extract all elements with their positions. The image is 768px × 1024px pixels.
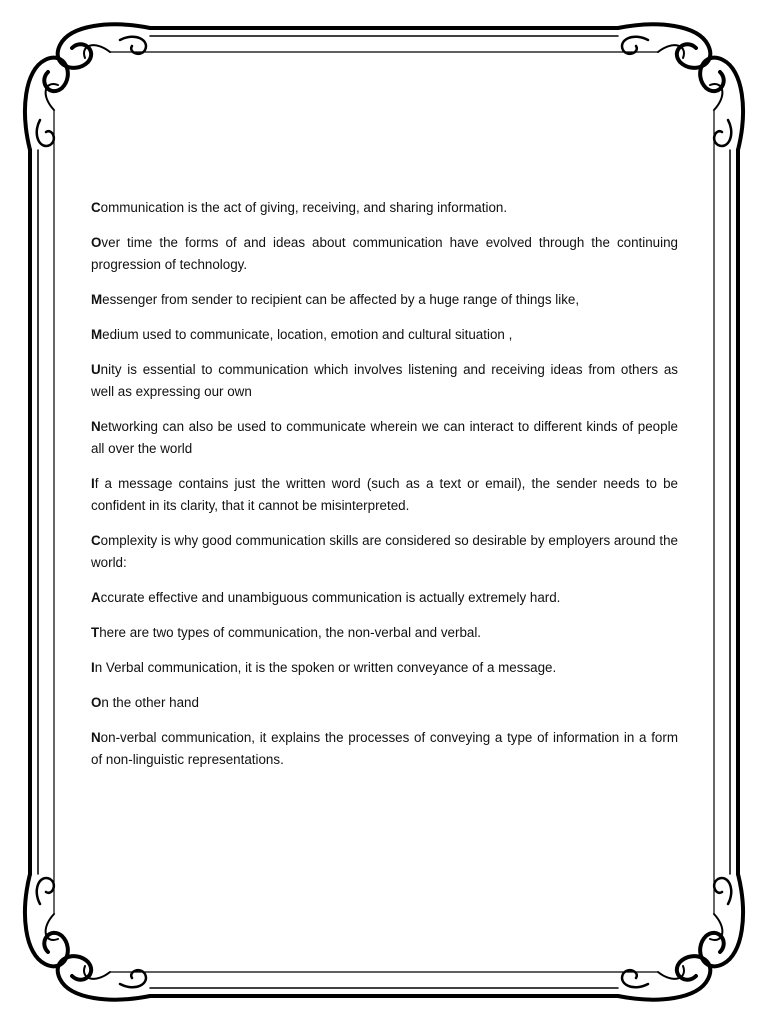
corner-ornament-top-right (618, 24, 743, 150)
paragraph: Non-verbal communication, it explains the processes of conveying a type of information in a form of non-linguistic representations. (91, 730, 678, 767)
paragraph: Messenger from sender to recipient can be affected by a huge range of things like, (91, 292, 580, 307)
corner-ornament-top-left (25, 24, 150, 150)
paragraph: Complexity is why good communication skills are considered so desirable by employers around the world: (91, 533, 678, 570)
paragraph: There are two types of communication, the non-verbal and verbal. (91, 625, 482, 640)
document-body (91, 197, 678, 784)
paragraph: Unity is essential to communication which involves listening and receiving ideas from others as well as expressing our own (91, 362, 678, 399)
paragraph: On the other hand (91, 695, 199, 710)
paragraph: Medium used to communicate, location, emotion and cultural situation , (91, 327, 513, 342)
paragraph: Over time the forms of and ideas about communication have evolved through the continuing progression of technology. (91, 235, 678, 272)
paragraph: In Verbal communication, it is the spoken or written conveyance of a message. (91, 660, 557, 675)
paragraph: Communication is the act of giving, receiving, and sharing information. (91, 200, 508, 215)
paragraph: If a message contains just the written word (such as a text or email), the sender needs to be confident in its clarity, that it cannot be misinterpreted. (91, 476, 678, 513)
paragraph: Accurate effective and unambiguous communication is actually extremely hard. (91, 590, 561, 605)
corner-ornament-bottom-left (25, 874, 150, 1000)
paragraph: Networking can also be used to communicate wherein we can interact to different kinds of people all over the world (91, 419, 678, 456)
corner-ornament-bottom-right (618, 874, 743, 1000)
